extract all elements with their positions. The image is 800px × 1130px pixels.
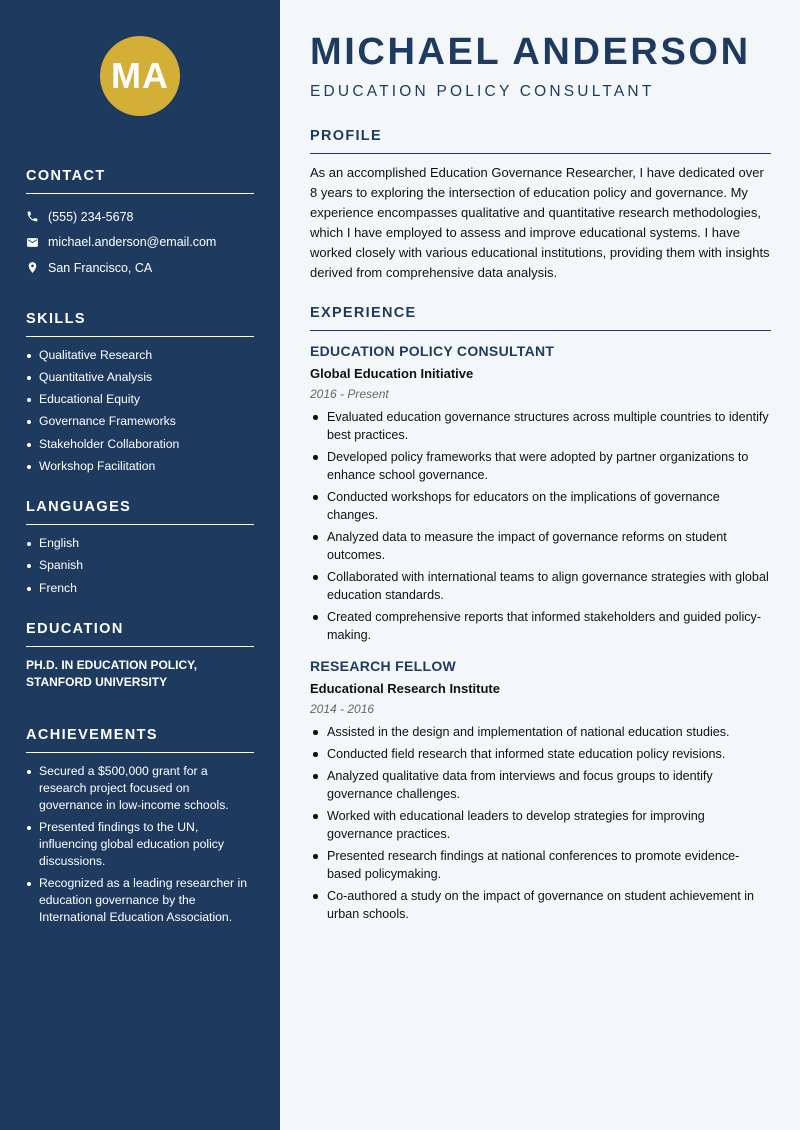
- job-title: EDUCATION POLICY CONSULTANT: [310, 343, 555, 359]
- education-degree: PH.D. IN EDUCATION POLICY, STANFORD UNIVERSITY: [26, 657, 198, 689]
- skills-list: [26, 347, 254, 475]
- skill-item: Educational Equity: [26, 391, 254, 408]
- skill-item: Quantitative Analysis: [26, 369, 254, 386]
- achievement-item: Presented findings to the UN, influencing global education policy discussions.: [26, 819, 254, 870]
- location-text: San Francisco, CA: [48, 260, 153, 275]
- job-dates: 2016 - Present: [310, 387, 389, 401]
- job-bullet: Created comprehensive reports that informed stakeholders and guided policy-making.: [310, 608, 771, 644]
- achievements-heading: ACHIEVEMENTS: [26, 727, 254, 753]
- languages-heading: LANGUAGES: [26, 499, 254, 525]
- job-bullet: Developed policy frameworks that were adopted by partner organizations to enhance school governance.: [310, 448, 771, 484]
- job-entry: [310, 343, 771, 644]
- job-entry: [310, 658, 771, 923]
- job-title: RESEARCH FELLOW: [310, 658, 457, 674]
- job-bullet: Analyzed qualitative data from interviews and focus groups to identify governance challenges.: [310, 767, 771, 803]
- job-organization: Educational Research Institute: [310, 681, 500, 696]
- skill-item: Workshop Facilitation: [26, 458, 254, 475]
- main-content: [280, 0, 800, 1130]
- language-item: French: [26, 580, 254, 597]
- job-bullet: Presented research findings at national conferences to promote evidence-based policymaking.: [310, 847, 771, 883]
- job-organization: Global Education Initiative: [310, 366, 474, 381]
- skills-section: [26, 311, 254, 475]
- job-bullets: [310, 408, 771, 644]
- avatar-initials: MA: [111, 55, 169, 96]
- job-dates: 2014 - 2016: [310, 702, 375, 716]
- achievements-section: [26, 727, 254, 927]
- job-bullets: [310, 723, 771, 923]
- contact-section: [26, 168, 254, 281]
- profile-section: [310, 128, 771, 283]
- achievements-list: [26, 763, 254, 927]
- contact-email: [26, 230, 254, 256]
- education-heading: EDUCATION: [26, 621, 254, 647]
- email-icon: [26, 236, 39, 249]
- languages-section: [26, 499, 254, 597]
- profile-text: As an accomplished Education Governance Researcher, I have dedicated over 8 years to exploring the intersection of education policy and governance. My experience encompasses qualitative and quantitative research methodologies, which I have employed to assess and improve educational systems. I have worked closely with various educational institutions, providing them with insights derived from comprehensive data analysis.: [310, 165, 770, 280]
- person-name: MICHAEL ANDERSON: [310, 31, 751, 73]
- location-pin-icon: [26, 261, 39, 274]
- job-title-header: EDUCATION POLICY CONSULTANT: [310, 83, 655, 100]
- education-section: [26, 621, 254, 691]
- skills-heading: SKILLS: [26, 311, 254, 337]
- skill-item: Qualitative Research: [26, 347, 254, 364]
- job-bullet: Assisted in the design and implementation of national education studies.: [310, 723, 771, 741]
- job-bullet: Collaborated with international teams to align governance strategies with global education standards.: [310, 568, 771, 604]
- experience-heading: EXPERIENCE: [310, 305, 771, 331]
- skill-item: Governance Frameworks: [26, 413, 254, 430]
- language-item: English: [26, 535, 254, 552]
- skill-item: Stakeholder Collaboration: [26, 436, 254, 453]
- job-bullet: Evaluated education governance structures across multiple countries to identify best practices.: [310, 408, 771, 444]
- avatar: [100, 36, 180, 116]
- languages-list: [26, 535, 254, 597]
- achievement-item: Recognized as a leading researcher in education governance by the International Education Association.: [26, 875, 254, 926]
- contact-phone: [26, 204, 254, 230]
- phone-text: (555) 234-5678: [48, 209, 134, 224]
- sidebar: [0, 0, 280, 1130]
- job-bullet: Analyzed data to measure the impact of governance reforms on student outcomes.: [310, 528, 771, 564]
- experience-section: [310, 305, 771, 923]
- phone-icon: [26, 210, 39, 223]
- language-item: Spanish: [26, 557, 254, 574]
- profile-heading: PROFILE: [310, 128, 771, 154]
- achievement-item: Secured a $500,000 grant for a research project focused on governance in low-income schools.: [26, 763, 254, 814]
- email-text: michael.anderson@email.com: [48, 235, 217, 250]
- job-bullet: Conducted workshops for educators on the implications of governance changes.: [310, 488, 771, 524]
- contact-location: [26, 255, 254, 281]
- job-bullet: Co-authored a study on the impact of governance on student achievement in urban schools.: [310, 887, 771, 923]
- job-bullet: Conducted field research that informed state education policy revisions.: [310, 745, 771, 763]
- job-bullet: Worked with educational leaders to develop strategies for improving governance practices.: [310, 807, 771, 843]
- contact-heading: CONTACT: [26, 168, 254, 194]
